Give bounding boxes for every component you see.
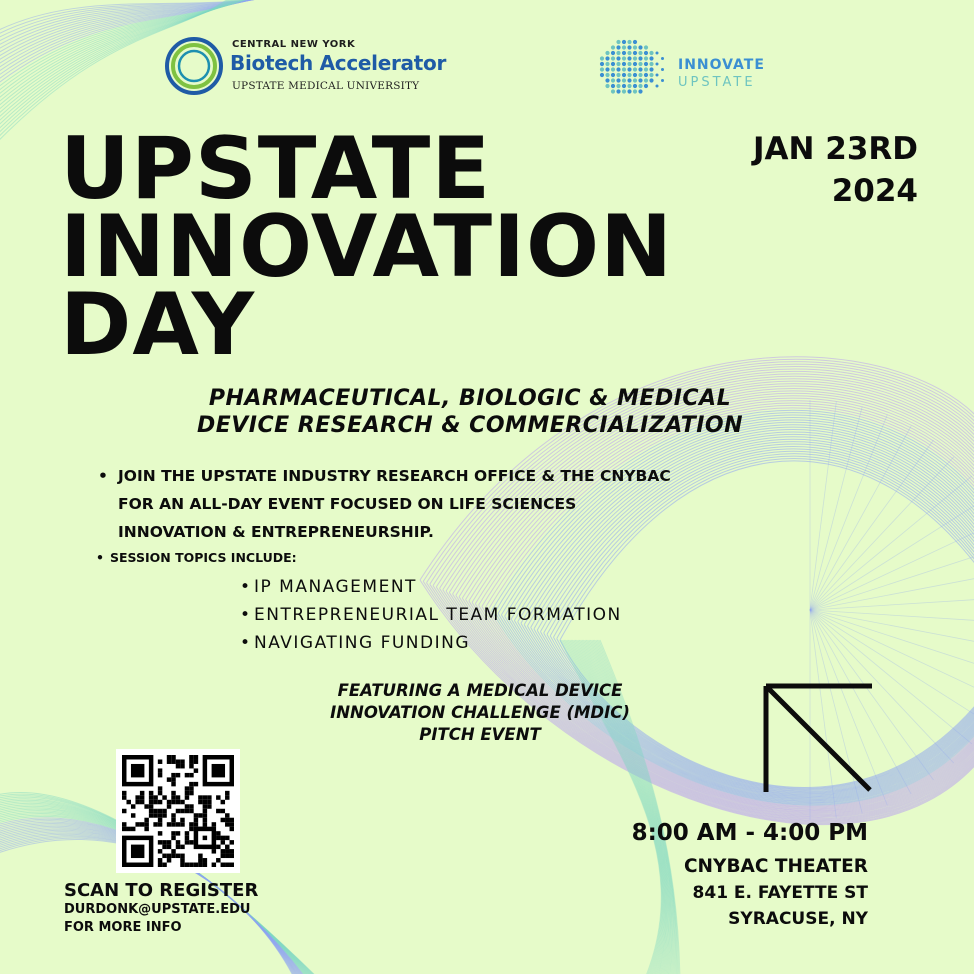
bullet-icon: • xyxy=(240,633,252,653)
bullet-icon: • xyxy=(240,605,252,625)
featuring-pitch-event xyxy=(270,680,690,746)
date-day: JAN 23RD xyxy=(752,131,918,167)
event-time: 8:00 AM - 4:00 PM xyxy=(631,820,868,846)
biotech-logo-subtitle: UPSTATE MEDICAL UNIVERSITY xyxy=(232,80,420,92)
subheading-line-1: PHARMACEUTICAL, BIOLOGIC & MEDICAL xyxy=(208,386,732,411)
topics-list xyxy=(240,573,622,657)
dotted-globe-icon xyxy=(598,36,668,102)
topic-text: ENTREPRENEURIAL TEAM FORMATION xyxy=(254,605,622,625)
topic-text: IP MANAGEMENT xyxy=(254,577,417,597)
featuring-line-1: FEATURING A MEDICAL DEVICE xyxy=(337,681,623,700)
event-details xyxy=(632,820,868,932)
title-line-3: DAY xyxy=(60,275,255,375)
registration-info xyxy=(64,880,258,937)
event-description xyxy=(98,462,671,546)
description-text-1: JOIN THE UPSTATE INDUSTRY RESEARCH OFFICE & THE CNYBAC xyxy=(118,467,671,485)
description-line-2 xyxy=(98,490,671,518)
qr-code-icon[interactable] xyxy=(116,749,240,873)
bullet-icon: • xyxy=(98,467,108,485)
list-item xyxy=(240,573,622,601)
description-text-2: FOR AN ALL-DAY EVENT FOCUSED ON LIFE SCIENCES xyxy=(118,495,577,513)
event-address-street: 841 E. FAYETTE ST xyxy=(692,883,868,903)
bullet-icon: • xyxy=(240,577,252,597)
scan-to-register-label: SCAN TO REGISTER xyxy=(64,880,259,901)
date-year: 2024 xyxy=(831,173,918,209)
event-address-city: SYRACUSE, NY xyxy=(728,909,868,929)
list-item xyxy=(240,629,622,657)
arrow-up-left-icon xyxy=(760,680,880,800)
innovate-upstate-logo xyxy=(598,36,788,102)
featuring-line-3: PITCH EVENT xyxy=(419,725,541,744)
title-line-1: UPSTATE xyxy=(60,119,492,219)
upstate-logo-word: UPSTATE xyxy=(678,75,756,90)
session-topics-label xyxy=(96,550,297,565)
more-info-label: FOR MORE INFO xyxy=(64,920,182,935)
innovate-logo-word: INNOVATE xyxy=(678,57,765,73)
event-subheading xyxy=(90,385,850,439)
event-date xyxy=(753,128,918,212)
subheading-line-2: DEVICE RESEARCH & COMMERCIALIZATION xyxy=(196,413,744,438)
biotech-logo-small-text: CENTRAL NEW YORK xyxy=(232,39,356,50)
event-title xyxy=(60,119,674,375)
event-venue: CNYBAC THEATER xyxy=(683,856,868,877)
description-line-1 xyxy=(98,462,671,490)
session-label-text: SESSION TOPICS INCLUDE: xyxy=(110,550,297,565)
contact-email[interactable]: DURDONK@UPSTATE.EDU xyxy=(64,902,251,917)
description-text-3: INNOVATION & ENTREPRENEURSHIP. xyxy=(118,523,434,541)
list-item xyxy=(240,601,622,629)
bullet-icon: • xyxy=(96,550,104,565)
biotech-logo-name: Biotech Accelerator xyxy=(230,51,447,75)
featuring-line-2: INNOVATION CHALLENGE (MDIC) xyxy=(330,703,630,722)
title-line-2: INNOVATION xyxy=(60,197,674,297)
description-line-3 xyxy=(98,518,671,546)
biotech-ring-icon xyxy=(162,35,226,99)
cny-biotech-accelerator-logo xyxy=(162,35,447,97)
topic-text: NAVIGATING FUNDING xyxy=(254,633,471,653)
